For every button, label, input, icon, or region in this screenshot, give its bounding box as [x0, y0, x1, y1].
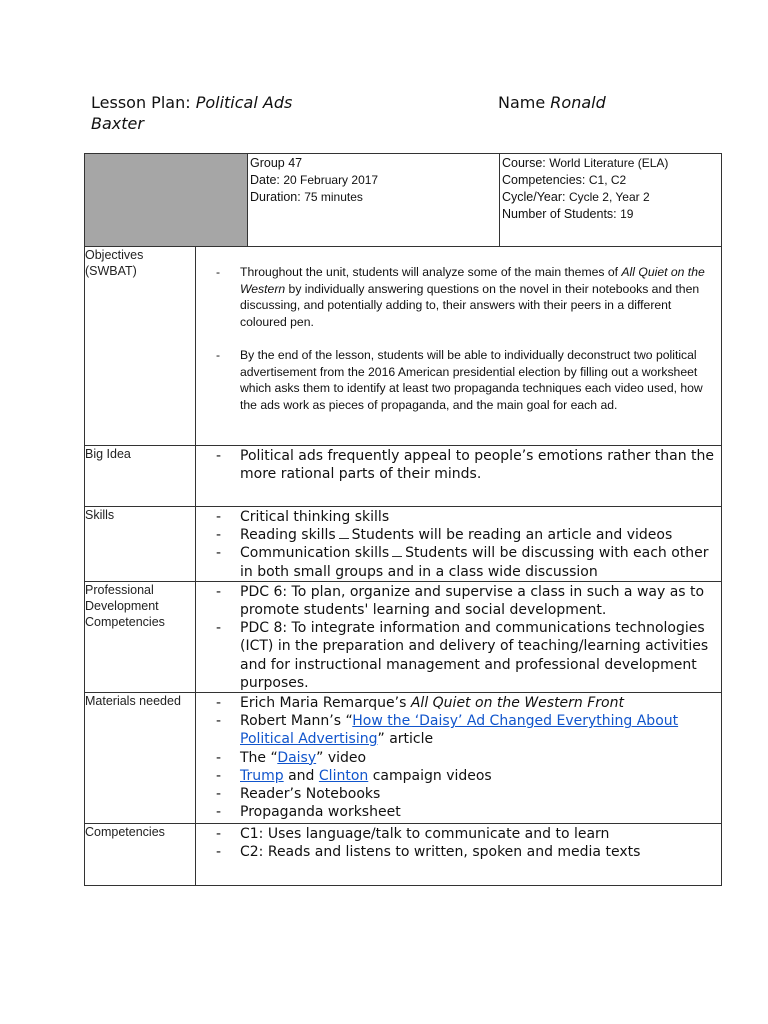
clinton-video-link[interactable]: Clinton [318, 767, 369, 784]
course-line: Course: World Literature (ELA) [502, 156, 669, 170]
competencies-row [85, 824, 722, 886]
date-line: Date: 20 February 2017 [250, 173, 379, 187]
date-value: 20 February 2017 [283, 173, 379, 187]
name-block [498, 92, 606, 113]
objective-item: - Throughout the unit, students will analyze some of the main themes of All Quiet on the Western by individually answering questions on the novel in their notebooks and then discussing, and potentially adding to, their answers with their peers in a different coloured pen. [196, 264, 721, 330]
group-number: Group 47 [250, 156, 303, 170]
pdc-row [85, 581, 722, 692]
objective-item: - By the end of the lesson, students will be able to individually deconstruct two political advertisement from the 2016 American presidential election by filling out a worksheet which asks them to identify at least two propaganda techniques each video used, how the ads work as pieces of propaganda, and the main goal for each ad. [196, 347, 721, 413]
underscore-mark [392, 548, 402, 557]
trump-video-link[interactable]: Trump [240, 767, 284, 784]
big-idea-label: Big Idea [85, 446, 196, 507]
material-item: - Erich Maria Remarque’s All Quiet on the Western Front [196, 694, 721, 712]
skills-label: Skills [85, 507, 196, 582]
competency-item: - C2: Reads and listens to written, spoken and media texts [196, 843, 721, 861]
cycle-value: Cycle 2, Year 2 [568, 190, 650, 204]
underscore-mark [339, 530, 349, 539]
competencies-line: Competencies: C1, C2 [502, 173, 627, 187]
duration-value: 75 minutes [304, 190, 363, 204]
daisy-video-link[interactable]: Daisy [277, 749, 317, 766]
big-idea-item: - Political ads frequently appeal to people’s emotions rather than the more rational parts of their minds. [196, 447, 721, 483]
pdc-content [196, 581, 722, 692]
lesson-plan-table [84, 153, 722, 886]
course-value: World Literature (ELA) [549, 156, 669, 170]
lesson-plan-label: Lesson Plan: [91, 93, 196, 112]
first-name: Ronald [550, 93, 606, 112]
lesson-title: Political Ads [195, 93, 293, 112]
material-item: - Trump and Clinton campaign videos [196, 767, 721, 785]
competencies-value: C1, C2 [588, 173, 627, 187]
skills-content [196, 507, 722, 582]
students-value: 19 [620, 207, 634, 221]
materials-content [196, 693, 722, 824]
material-item: - Reader’s Notebooks [196, 785, 721, 803]
objectives-content [196, 247, 722, 446]
gray-cell [85, 154, 248, 247]
course-info-cell [500, 154, 722, 247]
cycle-line: Cycle/Year: Cycle 2, Year 2 [502, 190, 650, 204]
competencies-content [196, 824, 722, 886]
last-name: Baxter [91, 114, 144, 133]
competency-item: - C1: Uses language/talk to communicate and to learn [196, 825, 721, 843]
info-row [85, 154, 722, 247]
name-label: Name [498, 93, 551, 112]
material-item: - Robert Mann’s “How the ‘Daisy’ Ad Changed Everything About Political Advertising” article [196, 712, 721, 748]
group-info-cell [248, 154, 500, 247]
skill-item: - Communication skills Students will be discussing with each other in both small groups and in a class wide discussion [196, 544, 721, 580]
material-item: - The “Daisy” video [196, 749, 721, 767]
pdc-item: - PDC 8: To integrate information and communications technologies (ICT) in the preparation and delivery of teaching/learning activities and for instructional management and professional development purposes. [196, 619, 721, 692]
competencies-label: Competencies [85, 824, 196, 886]
material-item: - Propaganda worksheet [196, 803, 721, 821]
big-idea-content [196, 446, 722, 507]
big-idea-row [85, 446, 722, 507]
skill-item: - Critical thinking skills [196, 508, 721, 526]
duration-line: Duration: 75 minutes [250, 190, 363, 204]
last-name-line [91, 113, 691, 134]
skills-row [85, 507, 722, 582]
students-line: Number of Students: 19 [502, 207, 634, 221]
title-line [91, 92, 691, 113]
book-title: All Quiet on the Western Front [410, 695, 624, 712]
daisy-article-link[interactable]: How the ‘Daisy’ Ad Changed Everything About Political Advertising [240, 713, 679, 748]
materials-row [85, 693, 722, 824]
page-header [91, 92, 691, 134]
objectives-row [85, 247, 722, 446]
materials-label: Materials needed [85, 693, 196, 824]
pdc-item: - PDC 6: To plan, organize and supervise a class in such a way as to promote students' learning and social development. [196, 583, 721, 619]
objectives-label: Objectives (SWBAT) [85, 247, 196, 446]
book-title: All Quiet on the Western [240, 265, 705, 296]
skill-item: - Reading skills Students will be reading an article and videos [196, 526, 721, 544]
pdc-label: Professional Development Competencies [85, 581, 196, 692]
